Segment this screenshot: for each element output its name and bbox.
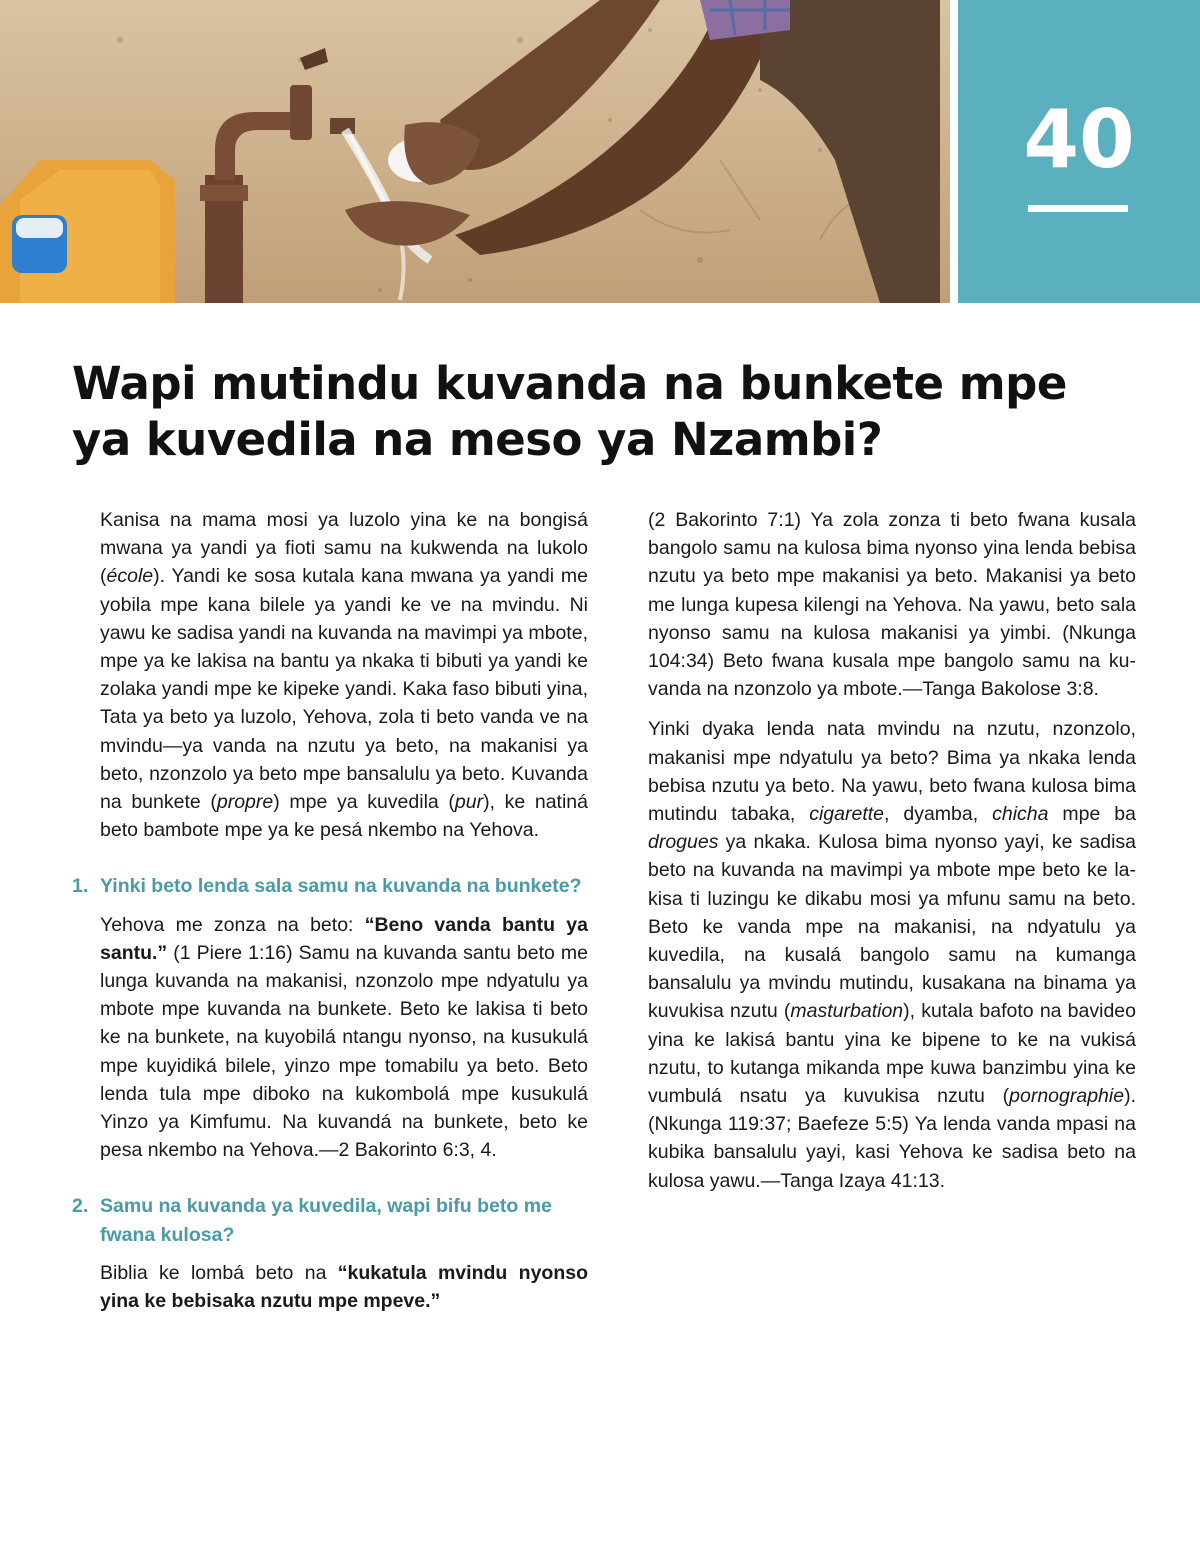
page-title: Wapi mutindu kuvanda na bunkete mpe ya kuvedila na meso ya Nzambi? (72, 357, 1067, 466)
lesson-number: 40 (1023, 93, 1135, 186)
lesson-number-box (958, 0, 1200, 303)
question-1-answer: Yehova me zonza na beto: “Beno vanda bantu ya santu.” (1 Piere 1:16) Samu na kuvanda santu beto me lunga kuvanda na makanisi, nzonzolo mpe ndyatulu ya mbote mpe kuvanda na bunkete. Beto ke lakisa ti beto ke na bunkete, na kuyobilá ntangu nyonso, na kusukulá mpe kuyidiká bilele, yinzo mpe tomabilu ya beto. Beto lenda tula mpe diboko na kukombolá mpe kusukulá Yinzo ya Kimfumu. Na kuvandá na bunkete, beto ke pesa nkembo na Yehova.—2 Bakorinto 6:3, 4. (100, 913, 588, 1162)
question-2 (72, 1192, 588, 1248)
water-jerrycan-icon (0, 160, 175, 303)
term-chicha: chicha (992, 803, 1049, 826)
question-2-number: 2. (72, 1195, 89, 1218)
question-1-number: 1. (72, 875, 89, 898)
question-1 (72, 872, 588, 900)
lesson-number-underline (1028, 205, 1128, 212)
term-masturbation: masturbation (790, 1000, 904, 1023)
question-1-text: Yinki beto lenda sala samu na kuvanda na bunkete? (100, 875, 582, 898)
question-2-paragraph-2: Yinki dyaka lenda nata mvindu na nzutu, nzonzolo, makanisi mpe ndyatulu ya beto? Bima ya nkaka lenda bebisa nzutu ya beto. Na yawu, beto fwana kulosa bima mutindu tabaka, cigarette, dyamba, chicha mpe ba drogues ya nkaka. Kulosa bima nyonso yayi, ke sadisa beto na kuvanda na mavimpi ya mbote mpe beto ke lakisa ti luzingu ke dikabu mosi ya mfunu samu na beto. Beto ke vanda mpe na makanisi, na ndyatulu ya kuvedila, na kusalá bangolo samu na kumanga bansalulu ya mvindu mutindu, kusakana na binama ya kuvukisa nzutu (masturbation), kutala bafoto na bavideo yina ke lakisá bantu yina ke bipene to ke na vukisá nzutu, to kutanga mikanda mpe kuwa banzimbu yina ke vumbulá nsatu ya kuvukisa nzutu (pornographie). (Nkunga 119:37; Baefeze 5:5) Ya lenda vanda mpasi na kubika bansalulu yayi, kasi Yehova ke sadisa beto na kulosa yawu.—Tanga Izaya 41:13. (648, 718, 1136, 1192)
term-pur: pur (454, 791, 484, 814)
term-cigarette: cigarette (809, 803, 885, 826)
scripture-quote: “kukatula mvindu nyonso yina ke bebisaka nzutu mpe mpeve.” (100, 1261, 588, 1313)
faucet-icon (200, 48, 355, 303)
term-ecole: école (106, 565, 154, 588)
right-column (648, 506, 1136, 1207)
hands-washing-illustration (0, 0, 950, 303)
hero-photo (0, 0, 950, 303)
term-propre: propre (216, 791, 274, 814)
scripture-quote: “Beno vanda bantu ya santu.” (100, 913, 588, 964)
question-2-text: Samu na kuvanda ya kuvedila, wapi bifu beto me fwana kulosa? (100, 1195, 552, 1246)
left-column (72, 506, 588, 1327)
intro-paragraph: Kanisa na mama mosi ya luzolo yina ke na bongisá mwana ya yandi ya fioti samu na kukwenda na lukolo (école). Yandi ke sosa kutala kana mwana ya yandi me yobila mpe kana bilele ya yandi ke ve na mvindu. Ni yawu ke sadisa yandi na kuvanda na mavimpi ya mbote, mpe ya ke lakisa na bantu ya nkaka ti bibuti ya yandi ke zolaka yandi mpe ke kipeke yandi. Kaka faso bibuti yina, Tata ya beto ya luzolo, Yehova, zola ti beto vanda ve na mvindu—ya vanda na nzutu ya beto, na makanisi ya beto, nzonzolo ya beto mpe bansalulu ya beto. Kuvanda na bunkete (propre) mpe ya kuvedila (pur), ke natiná beto bambote mpe ya ke pesá nkembo na Yehova. (100, 509, 588, 842)
term-pornographie: pornographie (1009, 1085, 1125, 1108)
question-2-answer-continued: (2 Bakorinto 7:1) Ya zola zonza ti beto fwana kusala bangolo samu na kulosa bima nyonso yina lenda bebisa nzutu ya beto mpe makanisi ya beto. Makanisi ya beto me lunga kupesa kilengi na Yehova. Na yawu, beto sala nyonso samu na kulosa makanisi ya yimbi. (Nkunga 104:34) Beto fwana kusala mpe bangolo samu na kuvanda na nzonzolo ya mbote.—Tanga Bakolose 3:8. (648, 509, 1136, 701)
question-2-answer-start: Biblia ke lombá beto na “kukatula mvindu nyonso yina ke bebisaka nzutu mpe mpeve.” (100, 1261, 588, 1313)
term-drogues: drogues (648, 831, 719, 854)
